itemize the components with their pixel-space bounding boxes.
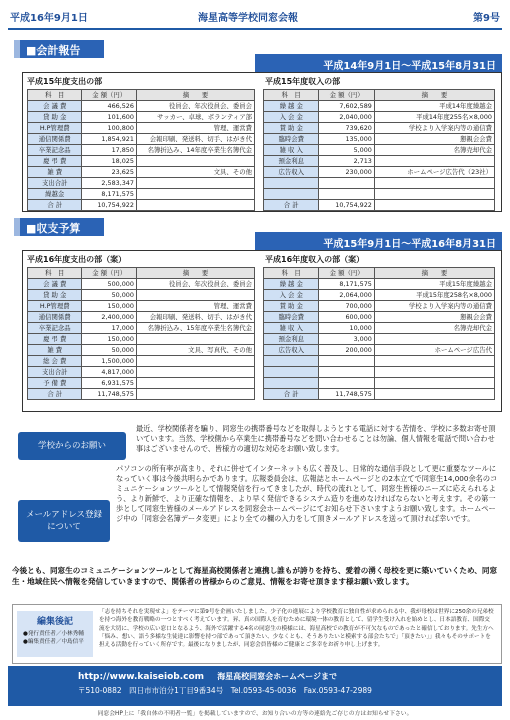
item-cell: 雑 収 入 bbox=[264, 323, 319, 334]
amount-cell: 10,754,922 bbox=[82, 200, 136, 211]
table-header-row bbox=[264, 268, 495, 279]
expense-table bbox=[27, 89, 255, 211]
amount-cell: 17,850 bbox=[82, 145, 136, 156]
table-row bbox=[264, 145, 495, 156]
item-cell: 賛 助 金 bbox=[264, 123, 319, 134]
column-header: 科 目 bbox=[28, 90, 82, 101]
editor-line: ●編集責任者／中島信平 bbox=[23, 639, 84, 645]
table-row bbox=[28, 101, 255, 112]
editor-label: 編集後記 bbox=[36, 617, 73, 627]
section-square-icon: ■ bbox=[26, 222, 37, 235]
note-cell: 会報印刷、発送料、切手、はがき代 bbox=[136, 312, 254, 323]
table-row bbox=[264, 189, 495, 200]
table-row bbox=[264, 367, 495, 378]
note-cell bbox=[374, 189, 494, 200]
amount-cell bbox=[319, 189, 374, 200]
item-cell: 臨時会費 bbox=[264, 134, 319, 145]
note-cell: 平成14年度255名×8,000 bbox=[374, 112, 494, 123]
note-cell: ホームページ広告代 bbox=[374, 345, 494, 356]
item-cell: 総 会 費 bbox=[28, 356, 82, 367]
amount-cell: 8,171,575 bbox=[319, 279, 374, 290]
note-cell bbox=[136, 378, 254, 389]
table-row bbox=[264, 178, 495, 189]
column-header: 摘 要 bbox=[136, 268, 254, 279]
homepage-note: 海星高校同窓会ホームページまで bbox=[217, 672, 338, 681]
note-cell: 文具、その他 bbox=[136, 167, 254, 178]
note-cell: 役員会、年次役員会、委員会 bbox=[136, 279, 254, 290]
note-cell bbox=[374, 367, 494, 378]
note-cell: 名簿売却代金 bbox=[374, 145, 494, 156]
amount-cell: 17,000 bbox=[82, 323, 136, 334]
amount-cell: 1,500,000 bbox=[82, 356, 136, 367]
note-cell: 管理、運営費 bbox=[136, 301, 254, 312]
item-cell bbox=[264, 367, 319, 378]
column-header: 金 額（円） bbox=[319, 90, 374, 101]
editor-line: ●発行責任者／小林秀輔 bbox=[23, 631, 84, 637]
note-cell: 文具、写真代、その他 bbox=[136, 345, 254, 356]
amount-cell: 1,854,921 bbox=[82, 134, 136, 145]
table-header-row bbox=[28, 90, 255, 101]
amount-cell bbox=[319, 356, 374, 367]
table-row bbox=[264, 389, 495, 400]
note-cell bbox=[136, 356, 254, 367]
amount-cell bbox=[319, 367, 374, 378]
table-row bbox=[28, 345, 255, 356]
amount-cell: 150,000 bbox=[82, 301, 136, 312]
table-row bbox=[28, 389, 255, 400]
table-row bbox=[264, 334, 495, 345]
item-cell: 合 計 bbox=[264, 200, 319, 211]
table-header-row bbox=[264, 90, 495, 101]
editor-label-box bbox=[17, 611, 93, 657]
amount-cell: 4,817,000 bbox=[82, 367, 136, 378]
school-request-text: 最近、学校関係者を騙り、同窓生の携帯番号などを取得しようとする電話に対する苦情を、学校に多数お寄せ頂いています。当然、学校側から卒業生に携帯番号などを問い合わせることは勿論、個人情報を電話で問い合わせ事はございませんので、皆様方の適切な対応をお願い致します。 bbox=[136, 424, 496, 453]
item-cell: 慶 弔 費 bbox=[28, 334, 82, 345]
footer-bar bbox=[8, 666, 502, 706]
item-cell: 雑 費 bbox=[28, 167, 82, 178]
item-cell: H.P管理費 bbox=[28, 123, 82, 134]
item-cell: 会 議 費 bbox=[28, 101, 82, 112]
table-row bbox=[28, 123, 255, 134]
table-row bbox=[28, 156, 255, 167]
note-cell: 懇親会会費 bbox=[374, 312, 494, 323]
editor-text: 「志を持ちそれを実現せよ」をテーマに第9号を企画いたしました。少子化の進展により学校教育に独自性が求められる中、我が母校は世界に250余の兄弟校を持つ海外を教育戦略の一つとすべく考えています。昇、真の国際人を育むために環境一体の教育として、留学生受け入れを始めとし、日本語教育、国際交流を大切に、学校の広い窓口となるよう、海外で活躍する4名の同窓生の模様には、海星高校での教育が不可欠なものであったと確信しております。先生方へ「悩み、想い、語う多様な生徒達に影響を持つ部であって頂きたい、少なくとも、そうありたいと模索する部会たちで」「頂きたい」」我々もそのサポートを担える活動を行っていく所存です。最後になりましたが、同窓会員皆様のご健康とご多幸をお祈り申し上げます。 bbox=[99, 609, 494, 649]
amount-cell: 2,064,000 bbox=[319, 290, 374, 301]
amount-cell: 150,000 bbox=[82, 334, 136, 345]
table-row bbox=[264, 345, 495, 356]
item-cell: 入 会 金 bbox=[264, 290, 319, 301]
column-header: 摘 要 bbox=[374, 90, 494, 101]
footer-note: 同窓会HP上に「我自体の不明者一覧」を掲載していますので、お知り合いの方等の連絡先ご存じの方はお知らせ下さい。 bbox=[97, 711, 413, 717]
table-row bbox=[264, 167, 495, 178]
table-row bbox=[28, 367, 255, 378]
amount-cell: 18,025 bbox=[82, 156, 136, 167]
amount-cell: 11,748,575 bbox=[82, 389, 136, 400]
item-cell: 卒業記念品 bbox=[28, 145, 82, 156]
note-cell: 管理、運営費 bbox=[136, 123, 254, 134]
item-cell: 貸 助 金 bbox=[28, 112, 82, 123]
amount-cell: 200,000 bbox=[319, 345, 374, 356]
note-cell: 名簿折込み、14年度卒業生名簿代金 bbox=[136, 145, 254, 156]
note-cell bbox=[374, 356, 494, 367]
table-row bbox=[28, 134, 255, 145]
amount-cell: 50,000 bbox=[82, 345, 136, 356]
note-cell bbox=[136, 178, 254, 189]
table-row bbox=[28, 279, 255, 290]
amount-cell: 100,800 bbox=[82, 123, 136, 134]
note-cell bbox=[136, 189, 254, 200]
note-cell: 平成15年度258名×8,000 bbox=[374, 290, 494, 301]
item-cell: 賛 助 金 bbox=[264, 301, 319, 312]
table-row bbox=[28, 323, 255, 334]
table-row bbox=[264, 112, 495, 123]
table-row bbox=[264, 200, 495, 211]
table-row bbox=[264, 378, 495, 389]
column-header: 金 額（円） bbox=[319, 268, 374, 279]
note-cell: 名簿折込み、15年度卒業生名簿代金 bbox=[136, 323, 254, 334]
item-cell: 預金利息 bbox=[264, 334, 319, 345]
contact-address: 〒510-0882 四日市市泊分1丁目9番34号 Tel.0593-45-0036 Fax.0593-47-2989 bbox=[78, 686, 372, 695]
income-title: 平成15年度収入の部 bbox=[265, 77, 341, 86]
item-cell: 繰越金 bbox=[28, 189, 82, 200]
note-cell: 名簿売却代金 bbox=[374, 323, 494, 334]
item-cell: 入 会 金 bbox=[264, 112, 319, 123]
table-row bbox=[28, 290, 255, 301]
note-cell bbox=[136, 389, 254, 400]
amount-cell: 8,171,575 bbox=[82, 189, 136, 200]
amount-cell: 700,000 bbox=[319, 301, 374, 312]
section-square-icon: ■ bbox=[26, 44, 37, 57]
item-cell: 雑 収 入 bbox=[264, 145, 319, 156]
amount-cell: 101,600 bbox=[82, 112, 136, 123]
note-cell bbox=[136, 334, 254, 345]
table-row bbox=[28, 334, 255, 345]
note-cell: ホームページ広告代（23社） bbox=[374, 167, 494, 178]
amount-cell: 7,602,589 bbox=[319, 101, 374, 112]
column-header: 科 目 bbox=[264, 90, 319, 101]
income-table bbox=[263, 89, 495, 211]
amount-cell bbox=[319, 378, 374, 389]
table-row bbox=[264, 156, 495, 167]
column-header: 金 額（円） bbox=[82, 268, 136, 279]
table-row bbox=[264, 301, 495, 312]
table-row bbox=[264, 356, 495, 367]
table-row bbox=[28, 167, 255, 178]
item-cell: 会 議 費 bbox=[28, 279, 82, 290]
amount-cell: 6,931,575 bbox=[82, 378, 136, 389]
table-row bbox=[28, 145, 255, 156]
item-cell: 繰 越 金 bbox=[264, 279, 319, 290]
table-row bbox=[264, 290, 495, 301]
item-cell: 臨時会費 bbox=[264, 312, 319, 323]
table-row bbox=[28, 356, 255, 367]
note-cell: 学校より入学案内等の通信費 bbox=[374, 123, 494, 134]
amount-cell: 11,748,575 bbox=[319, 389, 374, 400]
issue-number: 第9号 bbox=[473, 13, 500, 24]
amount-cell: 10,000 bbox=[319, 323, 374, 334]
item-cell: 予 備 費 bbox=[28, 378, 82, 389]
item-cell: 繰 越 金 bbox=[264, 101, 319, 112]
table-header-row bbox=[28, 268, 255, 279]
note-cell: 学校より入学案内等の通信費 bbox=[374, 301, 494, 312]
budget-income-title: 平成16年度収入の部（案） bbox=[265, 255, 365, 264]
item-cell: 合 計 bbox=[28, 389, 82, 400]
note-cell: 会報印刷、発送料、切手、はがき代 bbox=[136, 134, 254, 145]
amount-cell: 230,000 bbox=[319, 167, 374, 178]
mail-registration-label: メールアドレス登録について bbox=[18, 500, 110, 542]
note-cell: 懇親会会費 bbox=[374, 134, 494, 145]
table-row bbox=[28, 112, 255, 123]
item-cell: 貸 助 金 bbox=[28, 290, 82, 301]
school-request-label: 学校からのお願い bbox=[18, 432, 126, 460]
amount-cell: 50,000 bbox=[82, 290, 136, 301]
section-budget-label: ■収支予算 bbox=[14, 218, 104, 236]
note-cell bbox=[136, 290, 254, 301]
table-row bbox=[264, 312, 495, 323]
issue-date: 平成16年9月1日 bbox=[10, 13, 88, 24]
note-cell bbox=[374, 378, 494, 389]
note-cell bbox=[136, 367, 254, 378]
column-header: 科 目 bbox=[264, 268, 319, 279]
item-cell bbox=[264, 189, 319, 200]
budget-income-table bbox=[263, 267, 495, 400]
masthead bbox=[8, 6, 502, 30]
item-cell: H.P管理費 bbox=[28, 301, 82, 312]
column-header: 摘 要 bbox=[136, 90, 254, 101]
appeal-text: 今後とも、同窓生のコミュニケーションツールとして海星高校関係者と連携し誰もが誇りを持ち、愛着の湧く母校を更に築いていくため、同窓生・地域住民へ情報を発信していきますので、関係者の皆様からのご意見、情報をお寄せ頂きます様お願い致します。 bbox=[12, 566, 498, 586]
budget-expense-title: 平成16年度支出の部（案） bbox=[27, 255, 127, 264]
item-cell bbox=[264, 378, 319, 389]
table-row bbox=[28, 189, 255, 200]
budget-expense-table bbox=[27, 267, 255, 400]
amount-cell: 500,000 bbox=[82, 279, 136, 290]
item-cell: 支出合計 bbox=[28, 178, 82, 189]
table-row bbox=[28, 378, 255, 389]
table-row bbox=[264, 123, 495, 134]
note-cell bbox=[136, 156, 254, 167]
table-row bbox=[264, 134, 495, 145]
editor-box bbox=[12, 604, 502, 664]
section-accounting-label: ■会計報告 bbox=[14, 40, 104, 58]
item-cell: 預金利息 bbox=[264, 156, 319, 167]
amount-cell: 2,400,000 bbox=[82, 312, 136, 323]
accounting-panel bbox=[22, 72, 502, 212]
amount-cell bbox=[319, 178, 374, 189]
table-row bbox=[264, 323, 495, 334]
item-cell: 卒業記念品 bbox=[28, 323, 82, 334]
note-cell bbox=[374, 156, 494, 167]
item-cell: 通信関係費 bbox=[28, 134, 82, 145]
table-row bbox=[264, 101, 495, 112]
amount-cell: 5,000 bbox=[319, 145, 374, 156]
note-cell bbox=[136, 200, 254, 211]
mail-registration-text: パソコンの所有率が高まり、それに併せてインターネットも広く普及し、日常的な通信手段として更に重要なツールになっていく事は今後共明らかであります。広報委員会は、広報誌とホームページとの2本立てで同窓生14,000余名のコミュニケーションツールとして情報発信を行ってきましたが、時代の流れとして、同窓生皆様のニーズに応えられるよう、より新鮮で、より正確な情報を、より早く発信できるシステム造りを進めなければならないと考えます。その第一歩として同窓生皆様のメールアドレスを同窓会ホームページにてお知らせ下さいますようお願い致します。ホームページ中の「同窓会名簿データ変更」により全ての欄の入力をして頂きメールアドレスを送って頂ければ幸いです。 bbox=[116, 464, 498, 523]
table-row bbox=[28, 301, 255, 312]
item-cell bbox=[264, 356, 319, 367]
expense-title: 平成15年度支出の部 bbox=[27, 77, 103, 86]
amount-cell: 2,040,000 bbox=[319, 112, 374, 123]
column-header: 摘 要 bbox=[374, 268, 494, 279]
table-row bbox=[28, 178, 255, 189]
budget-panel bbox=[22, 250, 502, 412]
budget-period: 平成15年9月1日～平成16年8月31日 bbox=[255, 232, 502, 250]
column-header: 金 額（円） bbox=[82, 90, 136, 101]
note-cell bbox=[374, 334, 494, 345]
item-cell: 合 計 bbox=[264, 389, 319, 400]
homepage-link[interactable]: http://www.kaiseiob.com bbox=[78, 672, 205, 682]
amount-cell: 23,625 bbox=[82, 167, 136, 178]
item-cell bbox=[264, 178, 319, 189]
note-cell: 役員会、年次役員会、委員会 bbox=[136, 101, 254, 112]
note-cell bbox=[374, 200, 494, 211]
item-cell: 支出合計 bbox=[28, 367, 82, 378]
amount-cell: 2,583,347 bbox=[82, 178, 136, 189]
item-cell: 広告収入 bbox=[264, 167, 319, 178]
note-cell: 平成15年度繰越金 bbox=[374, 279, 494, 290]
amount-cell: 135,000 bbox=[319, 134, 374, 145]
item-cell: 合 計 bbox=[28, 200, 82, 211]
amount-cell: 466,526 bbox=[82, 101, 136, 112]
table-row bbox=[28, 312, 255, 323]
item-cell: 広告収入 bbox=[264, 345, 319, 356]
item-cell: 通信関係費 bbox=[28, 312, 82, 323]
note-cell bbox=[374, 389, 494, 400]
note-cell: 平成14年度繰越金 bbox=[374, 101, 494, 112]
item-cell: 慶 弔 費 bbox=[28, 156, 82, 167]
column-header: 科 目 bbox=[28, 268, 82, 279]
newsletter-title: 海星高等学校同窓会報 bbox=[198, 13, 298, 24]
note-cell: サッカー、卓球、ボランティア部 bbox=[136, 112, 254, 123]
note-cell bbox=[374, 178, 494, 189]
amount-cell: 3,000 bbox=[319, 334, 374, 345]
amount-cell: 10,754,922 bbox=[319, 200, 374, 211]
amount-cell: 2,713 bbox=[319, 156, 374, 167]
accounting-period: 平成14年9月1日～平成15年8月31日 bbox=[255, 54, 502, 72]
table-row bbox=[28, 200, 255, 211]
amount-cell: 739,620 bbox=[319, 123, 374, 134]
item-cell: 雑 費 bbox=[28, 345, 82, 356]
table-row bbox=[264, 279, 495, 290]
amount-cell: 600,000 bbox=[319, 312, 374, 323]
